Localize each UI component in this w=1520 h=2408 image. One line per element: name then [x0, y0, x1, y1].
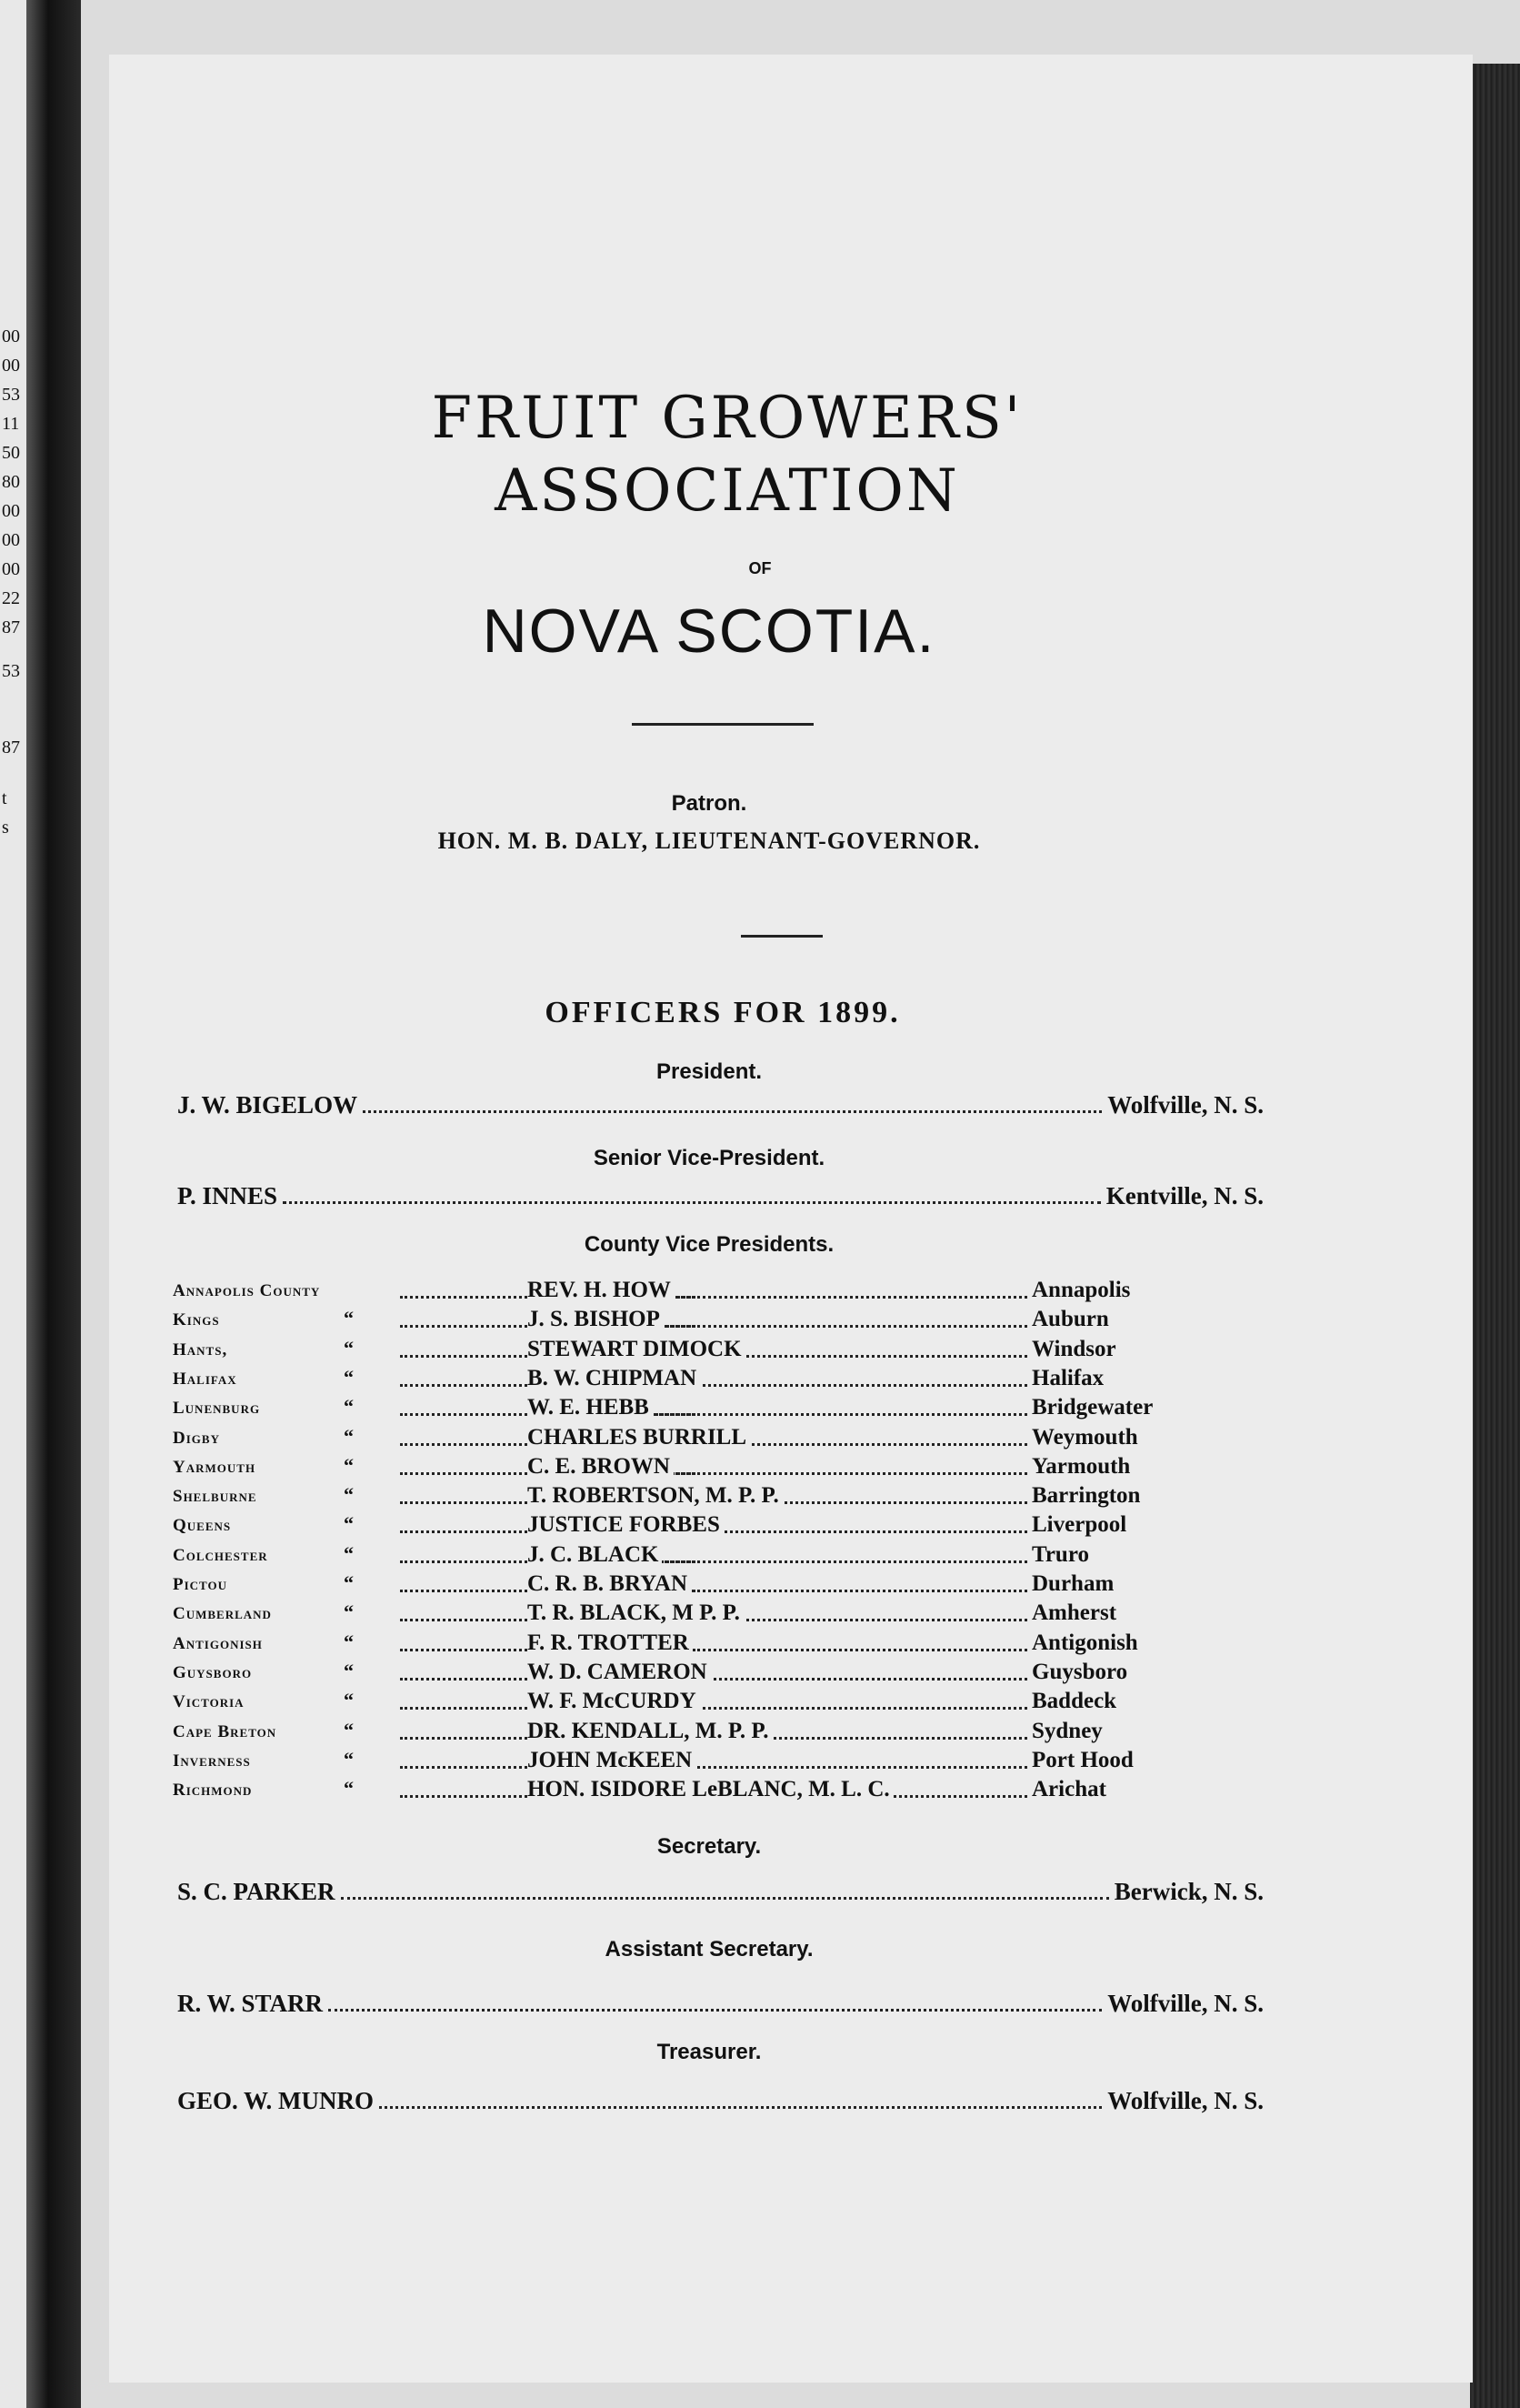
ditto-mark: “ — [344, 1365, 354, 1389]
officer-name: R. W. STARR — [177, 1990, 324, 2017]
document-title: FRUIT GROWERS' ASSOCIATION — [431, 385, 1024, 525]
county-vp-row — [173, 1278, 1182, 1307]
county-vp-row — [173, 1600, 1182, 1630]
ditto-mark: “ — [344, 1541, 354, 1565]
margin-fragment: 87 — [2, 737, 20, 758]
vice-president-name: JOHN McKEEN — [527, 1748, 695, 1773]
vice-president-place: Liverpool — [1032, 1512, 1127, 1538]
county-name: Lunenburg — [173, 1399, 261, 1419]
county-name: Inverness — [173, 1751, 251, 1771]
vice-president-place: Port Hood — [1032, 1747, 1134, 1772]
county-name: Annapolis County — [173, 1281, 321, 1300]
county-vp-row — [173, 1748, 1182, 1777]
patron-name: HON. M. B. DALY, LIEUTENANT-GOVERNOR. — [437, 828, 981, 854]
county-vp-row — [173, 1307, 1182, 1336]
county-name: Pictou — [173, 1575, 227, 1594]
ditto-mark: “ — [344, 1424, 354, 1448]
county-vp-row — [173, 1777, 1182, 1806]
vice-president-place: Baddeck — [1032, 1689, 1117, 1714]
senior-vp-entry — [177, 1182, 1264, 1210]
margin-fragment: 00 — [2, 530, 20, 550]
dot-leader — [328, 1991, 1102, 2012]
ditto-mark: “ — [344, 1483, 354, 1507]
county-name: Victoria — [173, 1692, 245, 1712]
ditto-mark: “ — [344, 1307, 354, 1330]
ditto-mark: “ — [344, 1630, 354, 1653]
ditto-mark: “ — [344, 1689, 354, 1712]
county-vp-row — [173, 1689, 1182, 1718]
margin-fragment: 11 — [2, 414, 20, 434]
ditto-mark: “ — [344, 1512, 354, 1536]
county-vp-row — [173, 1425, 1182, 1454]
vice-president-name: B. W. CHIPMAN — [527, 1366, 700, 1391]
president-entry — [177, 1091, 1264, 1119]
officers-heading: OFFICERS FOR 1899. — [545, 996, 901, 1029]
margin-fragment: 00 — [2, 501, 20, 521]
county-vp-row — [173, 1630, 1182, 1660]
ditto-mark: “ — [344, 1718, 354, 1741]
officer-place: Wolfville, N. S. — [1107, 1091, 1264, 1119]
margin-fragment: 87 — [2, 617, 20, 637]
vice-president-name: J. C. BLACK — [527, 1542, 662, 1568]
vice-president-name: T. ROBERTSON, M. P. P. — [527, 1483, 783, 1509]
vice-president-place: Weymouth — [1032, 1424, 1138, 1450]
county-name: Cape Breton — [173, 1721, 277, 1741]
margin-fragment: 00 — [2, 356, 20, 376]
document-subtitle: NOVA SCOTIA. — [482, 597, 936, 666]
county-name: Cumberland — [173, 1604, 272, 1624]
vice-president-place: Antigonish — [1032, 1630, 1138, 1655]
county-name: Hants, — [173, 1339, 228, 1360]
vice-president-place: Arichat — [1032, 1777, 1106, 1802]
county-name: Colchester — [173, 1545, 268, 1565]
county-vp-row — [173, 1719, 1182, 1748]
margin-fragment: 50 — [2, 443, 20, 463]
divider-rule — [741, 935, 823, 938]
vice-president-name: J. S. BISHOP — [527, 1307, 664, 1332]
officer-name: J. W. BIGELOW — [177, 1091, 358, 1119]
vice-president-name: STEWART DIMOCK — [527, 1337, 745, 1362]
ditto-mark: “ — [344, 1395, 354, 1419]
county-name: Kings — [173, 1310, 220, 1330]
margin-fragment: 22 — [2, 588, 20, 608]
vice-president-name: F. R. TROTTER — [527, 1630, 693, 1656]
vice-president-place: Annapolis — [1032, 1278, 1131, 1302]
county-name: Yarmouth — [173, 1457, 256, 1477]
officer-name: S. C. PARKER — [177, 1878, 335, 1905]
officer-place: Wolfville, N. S. — [1107, 1990, 1264, 2017]
ditto-mark: “ — [344, 1777, 354, 1801]
vice-president-name: W. E. HEBB — [527, 1395, 653, 1420]
officer-place: Kentville, N. S. — [1105, 1182, 1264, 1209]
book-page-edges — [1470, 64, 1520, 2408]
vice-president-place: Amherst — [1032, 1600, 1117, 1626]
vice-president-place: Halifax — [1032, 1365, 1105, 1390]
margin-fragment: 80 — [2, 472, 20, 492]
county-name: Halifax — [173, 1369, 237, 1389]
county-name: Queens — [173, 1516, 232, 1536]
vice-president-name: W. F. McCURDY — [527, 1689, 700, 1714]
senior-vp-heading: Senior Vice-President. — [593, 1146, 825, 1170]
asst-secretary-heading: Assistant Secretary. — [605, 1937, 814, 1962]
patron-heading: Patron. — [671, 791, 747, 816]
vice-president-place: Truro — [1032, 1541, 1089, 1567]
officer-place: Berwick, N. S. — [1114, 1878, 1264, 1905]
county-vp-row — [173, 1660, 1182, 1689]
county-vp-row — [173, 1571, 1182, 1600]
president-heading: President. — [655, 1059, 763, 1084]
asst-secretary-entry — [177, 1990, 1264, 2018]
dot-leader — [283, 1183, 1101, 1204]
county-vp-row — [173, 1542, 1182, 1571]
margin-fragment: 53 — [2, 385, 20, 405]
ditto-mark: “ — [344, 1336, 354, 1360]
title-connector: OF — [748, 559, 772, 577]
secretary-entry — [177, 1878, 1264, 1906]
ditto-mark: “ — [344, 1600, 354, 1624]
dot-leader — [341, 1879, 1109, 1900]
county-name: Richmond — [173, 1781, 253, 1801]
vice-president-name: C. R. B. BRYAN — [527, 1571, 691, 1597]
margin-fragment: s — [2, 818, 9, 838]
ditto-mark: “ — [344, 1747, 354, 1771]
ditto-mark: “ — [344, 1453, 354, 1477]
margin-fragment: 00 — [2, 559, 20, 579]
officer-name: GEO. W. MUNRO — [177, 2087, 375, 2114]
vice-president-place: Barrington — [1032, 1483, 1141, 1509]
ditto-mark: “ — [344, 1659, 354, 1682]
treasurer-heading: Treasurer. — [656, 2040, 762, 2064]
dot-leader — [379, 2088, 1102, 2109]
vice-president-name: HON. ISIDORE LeBLANC, M. L. C. — [527, 1777, 894, 1802]
margin-fragment: t — [2, 788, 7, 808]
vice-president-place: Sydney — [1032, 1718, 1103, 1743]
vice-president-place: Bridgewater — [1032, 1395, 1154, 1420]
county-vp-row — [173, 1395, 1182, 1424]
vice-president-name: JUSTICE FORBES — [527, 1512, 724, 1538]
officer-place: Wolfville, N. S. — [1107, 2087, 1264, 2114]
county-name: Digby — [173, 1428, 220, 1448]
vice-president-name: REV. H. HOW — [527, 1278, 675, 1303]
vice-president-place: Guysboro — [1032, 1659, 1128, 1684]
county-vp-row — [173, 1483, 1182, 1512]
treasurer-entry — [177, 2087, 1264, 2115]
officer-name: P. INNES — [177, 1182, 278, 1209]
vice-president-place: Windsor — [1032, 1336, 1116, 1361]
county-vp-row — [173, 1337, 1182, 1366]
divider-rule — [632, 723, 814, 726]
dot-leader — [363, 1092, 1102, 1113]
county-vp-row — [173, 1366, 1182, 1395]
county-name: Antigonish — [173, 1633, 263, 1653]
vice-president-name: T. R. BLACK, M P. P. — [527, 1600, 744, 1626]
county-vp-heading: County Vice Presidents. — [584, 1232, 835, 1257]
vice-president-place: Durham — [1032, 1571, 1115, 1596]
county-name: Guysboro — [173, 1662, 253, 1682]
margin-fragment: 53 — [2, 661, 20, 681]
vice-president-name: DR. KENDALL, M. P. P. — [527, 1719, 773, 1744]
county-vp-row — [173, 1512, 1182, 1541]
secretary-heading: Secretary. — [656, 1834, 762, 1859]
vice-president-name: W. D. CAMERON — [527, 1660, 711, 1685]
vice-president-name: CHARLES BURRILL — [527, 1425, 750, 1450]
vice-president-name: C. E. BROWN — [527, 1454, 674, 1480]
vice-president-place: Yarmouth — [1032, 1453, 1131, 1479]
ditto-mark: “ — [344, 1571, 354, 1594]
vice-president-place: Auburn — [1032, 1307, 1109, 1332]
county-name: Shelburne — [173, 1487, 257, 1507]
margin-fragment: 00 — [2, 326, 20, 346]
county-vp-row — [173, 1454, 1182, 1483]
